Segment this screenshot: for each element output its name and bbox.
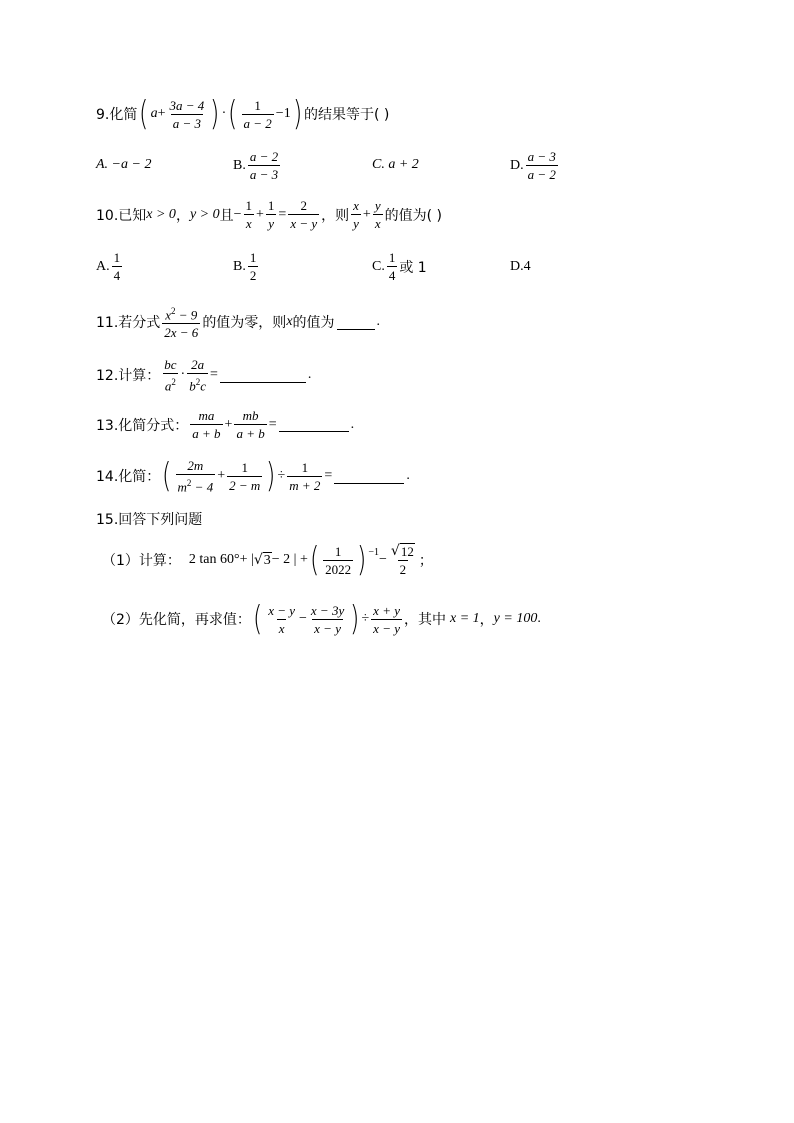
q9-option-d[interactable]: D. $\frac{a - 3}{a - 2}$ [510, 149, 556, 182]
q10-option-b[interactable]: B. $\frac{1}{2}$ [233, 250, 257, 283]
question-12: 12.计算： $\frac{bc}{a^2}$ · $\frac{2a}{b^2c}$ = . [96, 357, 312, 394]
question-14: 14.化简： ( $\frac{2m}{m^2 - 4}$ + $\frac{1}{2 - m}$ ) ÷ $\frac{1}{m + 2}$ = . [96, 456, 410, 497]
question-10: 10.已知 x > 0 ， y > 0 且 − $\frac{1}{x}$ + $\frac{1}{y}$ = $\frac{2}{x - y}$ ，则 $\frac{x}{y}$ + $\frac{y}{x}$ 的值为( ) [96, 198, 442, 231]
question-15: 15.回答下列问题 [96, 512, 203, 528]
q10-option-c[interactable]: C. $\frac{1}{4}$ 或 1 [372, 250, 427, 283]
q13-answer-blank[interactable] [279, 417, 349, 432]
q9-label: 9.化简 [96, 107, 138, 123]
q12-answer-blank[interactable] [220, 368, 306, 383]
question-13: 13.化简分式： $\frac{ma}{a + b}$ + $\frac{mb}{a + b}$ = . [96, 408, 355, 441]
q9-option-c[interactable]: C. a + 2 [372, 157, 419, 172]
q11-answer-blank[interactable] [337, 315, 375, 330]
q9-tail: 的结果等于( ) [303, 107, 390, 123]
q9-option-b[interactable]: B. $\frac{a - 2}{a - 3}$ [233, 149, 279, 182]
question-11: 11.若分式 $\frac{x^2 - 9}{2x - 6}$ 的值为零，则 x 的值为 . [96, 306, 381, 341]
q9-option-a[interactable]: A. −a − 2 [96, 157, 152, 172]
question-9: 9.化简 ( a + $\frac{3a - 4}{a - 3}$ ) · ( $\frac{1}{a - 2}$ −1 ) 的结果等于( ) [96, 94, 390, 134]
question-15-part-1: （1）计算： 2 tan 60°+ | √ 3 − 2 | + ( $\frac{1}{2022}$ ) −1 − √ 12 2 ； [102, 540, 433, 580]
q10-option-d[interactable]: D.4 [510, 259, 531, 274]
q14-answer-blank[interactable] [334, 469, 404, 484]
q9-fraction-1: $\frac{3a - 4}{a - 3}$ [169, 97, 205, 131]
q10-option-a[interactable]: A. $\frac{1}{4}$ [96, 250, 121, 283]
question-15-part-2: （2）先化简，再求值： ( $\frac{x - y}{x}$ − $\frac{x - 3y}{x - y}$ ) ÷ $\frac{x + y}{x - y}$ ，其中 x = 1 ， y = 100 . [102, 599, 541, 639]
q9-fraction-2: $\frac{1}{a - 2}$ [243, 97, 272, 131]
